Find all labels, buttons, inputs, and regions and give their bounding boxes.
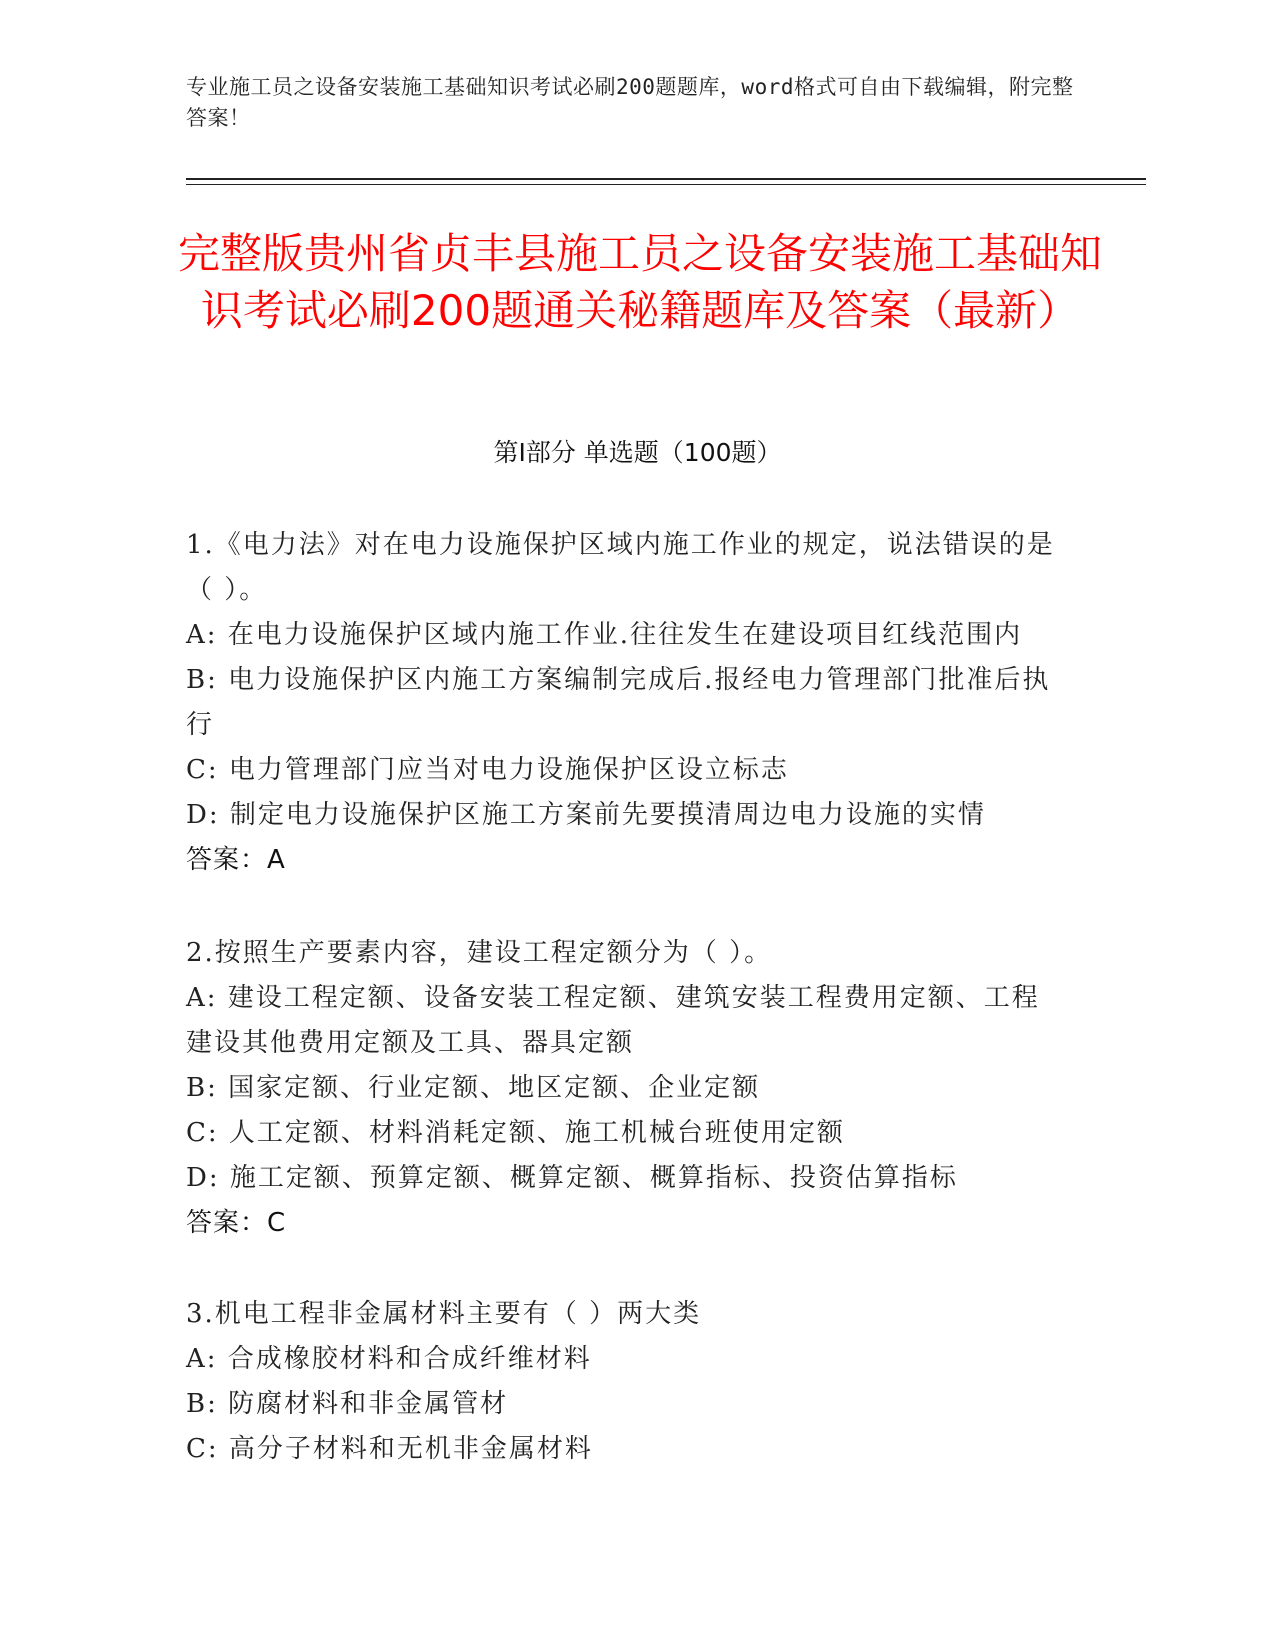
option-b: B: 电力设施保护区内施工方案编制完成后.报经电力管理部门批准后执行 [186,665,1051,740]
header-divider-thin [186,184,1146,185]
option-d: D: 制定电力设施保护区施工方案前先要摸清周边电力设施的实情 [186,800,986,830]
question-stem: 2.按照生产要素内容，建设工程定额分为（ ）。 [186,938,773,968]
option-c: C: 人工定额、材料消耗定额、施工机械台班使用定额 [186,1118,845,1148]
question-2 [186,931,1066,1246]
question-3 [186,1292,1066,1472]
option-a: A: 合成橡胶材料和合成纤维材料 [186,1344,592,1374]
option-c: C: 电力管理部门应当对电力设施保护区设立标志 [186,755,789,785]
answer: 答案：C [186,1208,287,1238]
question-stem: 1.《电力法》对在电力设施保护区域内施工作业的规定，说法错误的是（ ）。 [186,530,1055,605]
option-d: D: 施工定额、预算定额、概算定额、概算指标、投资估算指标 [186,1163,958,1193]
header-divider [186,178,1146,180]
section-title: 第Ⅰ部分 单选题（100题） [493,438,782,467]
option-a: A: 在电力设施保护区域内施工作业.往往发生在建设项目红线范围内 [186,620,1023,650]
answer: 答案：A [186,845,286,875]
question-stem: 3.机电工程非金属材料主要有（ ）两大类 [186,1299,702,1329]
option-c: C: 高分子材料和无机非金属材料 [186,1434,593,1464]
header-note: 专业施工员之设备安装施工基础知识考试必刷200题题库，word格式可自由下载编辑，附完整答案！ [186,75,1074,130]
option-a: A: 建设工程定额、设备安装工程定额、建筑安装工程费用定额、工程建设其他费用定额及工具、器具定额 [186,983,1040,1058]
question-1 [186,523,1066,883]
document-title: 完整版贵州省贞丰县施工员之设备安装施工基础知识考试必刷200题通关秘籍题库及答案（最新） [177,229,1102,335]
option-b: B: 国家定额、行业定额、地区定额、企业定额 [186,1073,761,1103]
option-b: B: 防腐材料和非金属管材 [186,1389,509,1419]
